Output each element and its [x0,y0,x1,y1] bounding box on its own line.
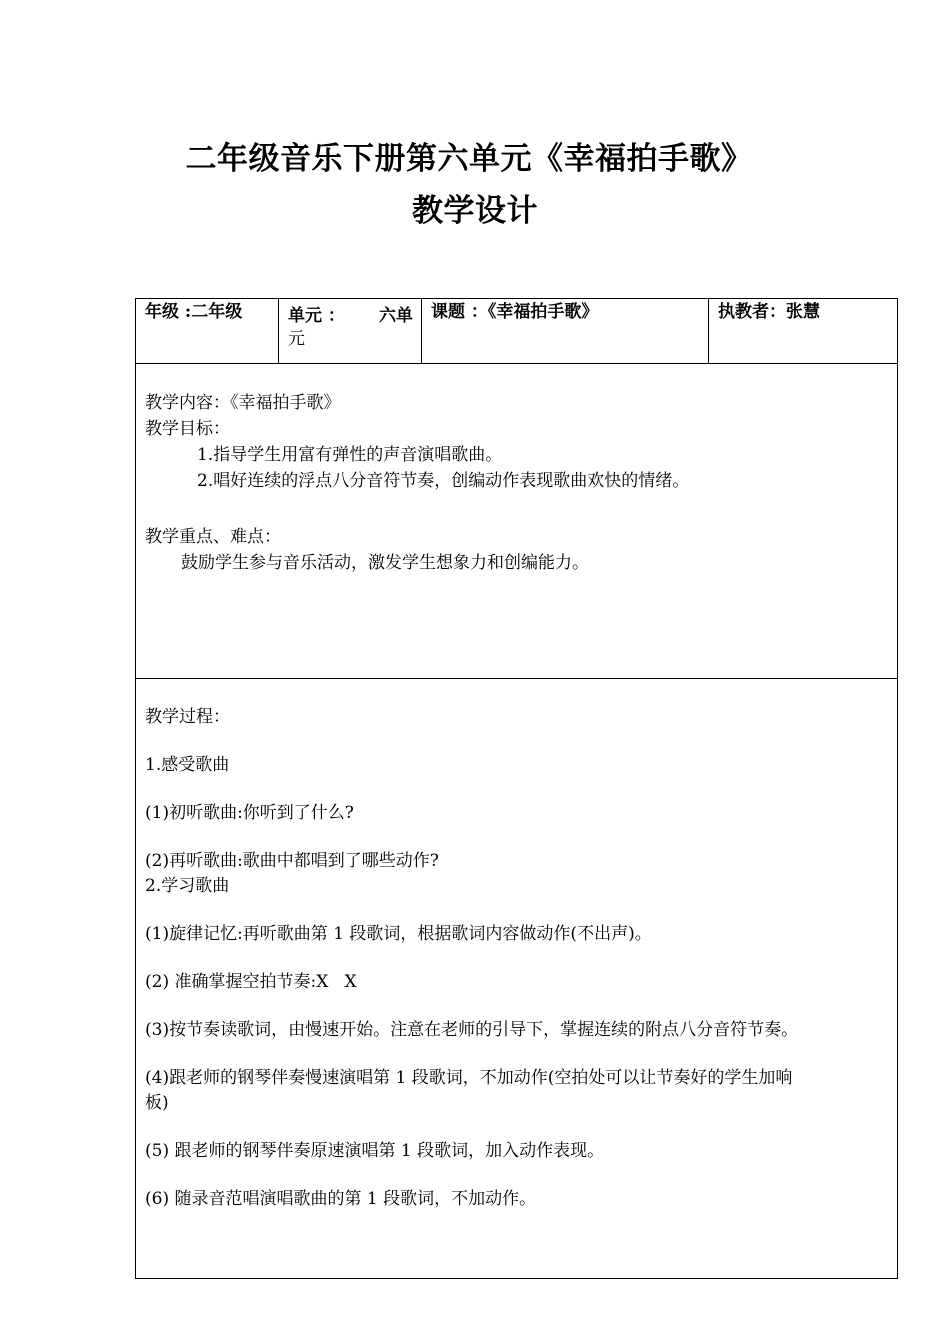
document-title: 二年级音乐下册第六单元《幸福拍手歌》 [185,141,753,177]
teaching-content: 教学内容：《幸福拍手歌》 [145,393,341,413]
process-cell [136,679,898,1279]
step-1a: (1)初听歌曲:你听到了什么? [145,803,354,823]
step-2-1: (1)旋律记忆:再听歌曲第 1 段歌词，根据歌词内容做动作(不出声)。 [145,924,652,944]
keypoints-text: 鼓励学生参与音乐活动，激发学生想象力和创编能力。 [181,553,589,573]
step-1: 1.感受歌曲 [145,755,230,775]
step-2-6: (6) 随录音范唱演唱歌曲的第 1 段歌词，不加动作。 [145,1189,537,1209]
keypoints-label: 教学重点、难点： [145,527,281,547]
step-2-4-wrap: 板) [145,1093,169,1113]
header-row [136,299,898,364]
step-2-5: (5) 跟老师的钢琴伴奏原速演唱第 1 段歌词，加入动作表现。 [145,1141,605,1161]
content-cell [136,364,898,679]
unit-value: 六单 [379,306,413,326]
teacher-cell: 执教者：张慧 [709,299,898,364]
grade-cell: 年级 :二年级 [136,299,279,364]
lesson-plan-table [135,298,898,1279]
process-label: 教学过程： [145,707,230,727]
step-1b: (2)再听歌曲:歌曲中都唱到了哪些动作? [145,851,439,871]
step-2-3: (3)按节奏读歌词，由慢速开始。注意在老师的引导下，掌握连续的附点八分音符节奏。 [145,1020,799,1040]
process-row [136,679,898,1279]
unit-wrap: 元 [288,329,305,349]
objectives-label: 教学目标： [145,419,230,439]
content-row [136,364,898,679]
lesson-cell: 课题 ：《幸福拍手歌》 [422,299,709,364]
step-2: 2.学习歌曲 [145,876,230,896]
step-2-2: (2) 准确掌握空拍节奏:X X [145,972,357,992]
objective-1: 1.指导学生用富有弹性的声音演唱歌曲。 [197,445,503,465]
unit-label: 单元 ： [288,306,345,326]
step-2-4: (4)跟老师的钢琴伴奏慢速演唱第 1 段歌词，不加动作(空拍处可以让节奏好的学生加响 [145,1068,793,1088]
document-subtitle: 教学设计 [412,193,538,229]
objective-2: 2.唱好连续的浮点八分音符节奏，创编动作表现歌曲欢快的情绪。 [197,471,690,491]
unit-cell [279,299,422,364]
